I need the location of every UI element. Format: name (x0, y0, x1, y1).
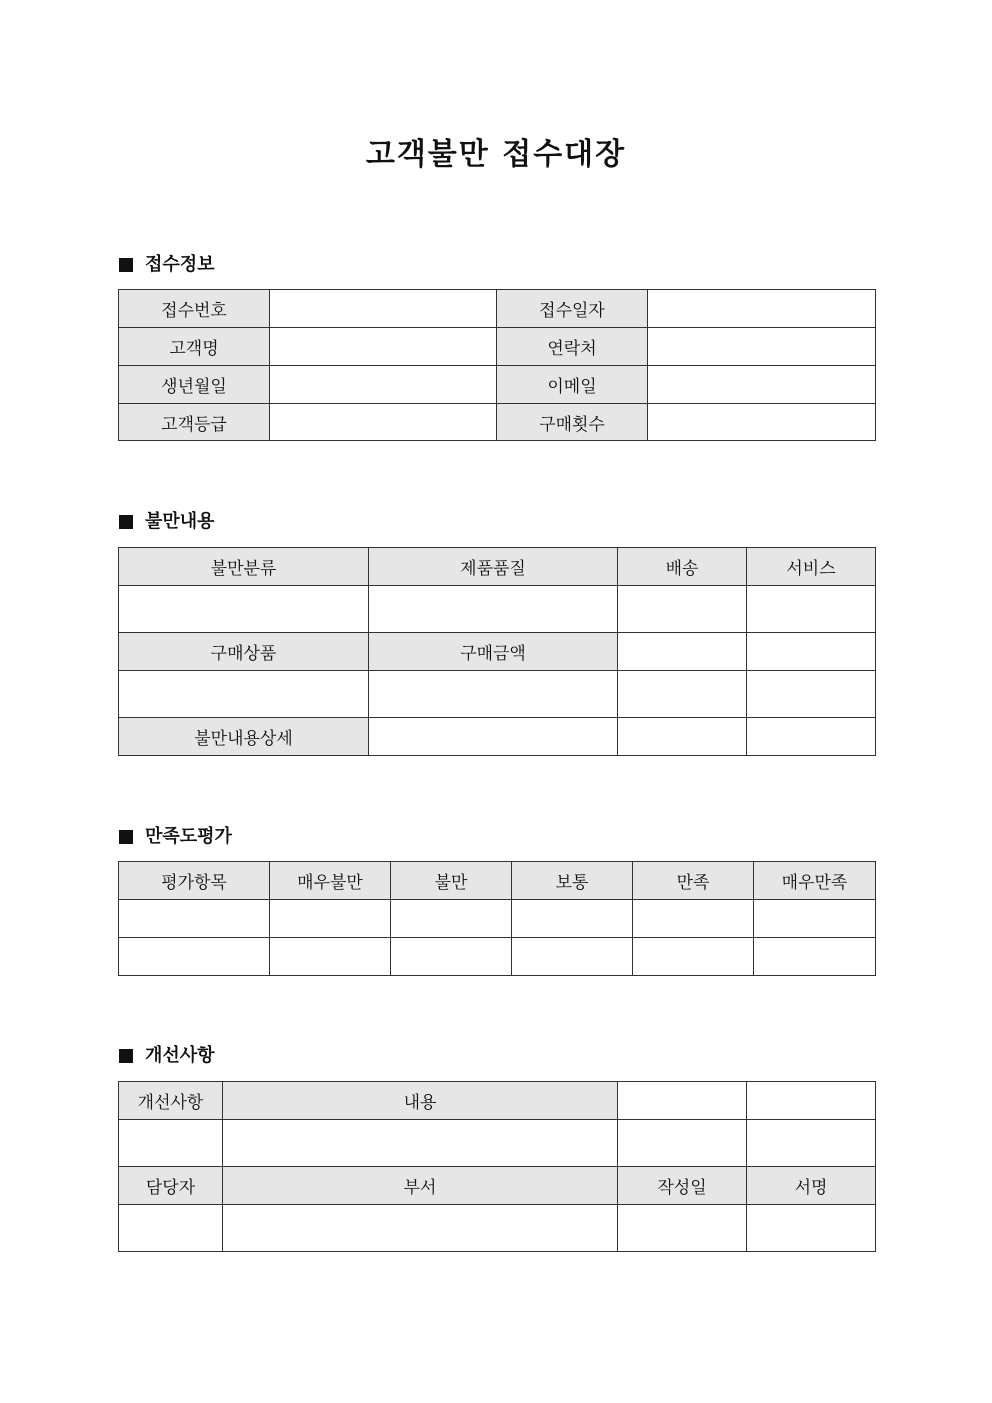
input-cell[interactable] (618, 633, 747, 671)
input-cell[interactable] (270, 938, 391, 976)
input-cell[interactable] (223, 1205, 618, 1252)
section-heading-label: 접수정보 (145, 254, 215, 275)
field-contact[interactable] (648, 328, 876, 366)
input-cell[interactable] (618, 1120, 747, 1167)
input-cell[interactable] (119, 586, 369, 633)
label-cell: 구매횟수 (497, 404, 648, 441)
label-cell: 연락처 (497, 328, 648, 366)
label-cell: 불만내용상세 (119, 718, 369, 756)
square-bullet-icon (119, 258, 133, 272)
input-cell[interactable] (754, 938, 876, 976)
input-cell[interactable] (618, 1205, 747, 1252)
section-heading-label: 개선사항 (145, 1045, 215, 1066)
input-cell[interactable] (747, 1082, 876, 1120)
input-cell[interactable] (512, 938, 633, 976)
header-cell: 서비스 (747, 548, 876, 586)
section-heading-label: 만족도평가 (145, 826, 232, 847)
input-cell[interactable] (119, 900, 270, 938)
header-cell: 담당자 (119, 1167, 223, 1205)
input-cell[interactable] (618, 671, 747, 718)
header-cell: 불만분류 (119, 548, 369, 586)
header-cell: 배송 (618, 548, 747, 586)
field-customer-grade[interactable] (270, 404, 497, 441)
input-cell[interactable] (747, 1205, 876, 1252)
section-heading-reception (119, 252, 215, 278)
header-cell: 서명 (747, 1167, 876, 1205)
square-bullet-icon (119, 830, 133, 844)
input-cell[interactable] (119, 938, 270, 976)
input-cell[interactable] (754, 900, 876, 938)
header-cell: 구매금액 (369, 633, 618, 671)
input-cell[interactable] (747, 1120, 876, 1167)
input-cell[interactable] (747, 671, 876, 718)
section-heading-label: 불만내용 (145, 511, 215, 532)
label-cell: 접수일자 (497, 290, 648, 328)
header-cell: 평가항목 (119, 862, 270, 900)
header-cell: 만족 (633, 862, 754, 900)
header-cell: 내용 (223, 1082, 618, 1120)
input-cell[interactable] (369, 586, 618, 633)
header-cell: 부서 (223, 1167, 618, 1205)
header-cell: 개선사항 (119, 1082, 223, 1120)
complaint-table (118, 547, 876, 756)
reception-table (118, 289, 876, 441)
header-cell: 매우불만 (270, 862, 391, 900)
input-cell[interactable] (618, 586, 747, 633)
input-cell[interactable] (747, 633, 876, 671)
label-cell: 접수번호 (119, 290, 270, 328)
label-cell: 고객등급 (119, 404, 270, 441)
input-cell[interactable] (618, 1082, 747, 1120)
header-cell: 제품품질 (369, 548, 618, 586)
input-cell[interactable] (391, 900, 512, 938)
input-cell[interactable] (270, 900, 391, 938)
input-cell[interactable] (747, 586, 876, 633)
header-cell: 보통 (512, 862, 633, 900)
label-cell: 이메일 (497, 366, 648, 404)
input-cell[interactable] (747, 718, 876, 756)
square-bullet-icon (119, 515, 133, 529)
input-cell[interactable] (119, 1120, 223, 1167)
header-cell: 불만 (391, 862, 512, 900)
field-customer-name[interactable] (270, 328, 497, 366)
input-cell[interactable] (369, 671, 618, 718)
header-cell: 매우만족 (754, 862, 876, 900)
header-cell: 작성일 (618, 1167, 747, 1205)
input-cell[interactable] (119, 1205, 223, 1252)
header-cell: 구매상품 (119, 633, 369, 671)
label-cell: 고객명 (119, 328, 270, 366)
improvement-table (118, 1081, 876, 1252)
satisfaction-table (118, 861, 876, 976)
input-cell[interactable] (633, 900, 754, 938)
label-cell: 생년월일 (119, 366, 270, 404)
input-cell[interactable] (223, 1120, 618, 1167)
input-cell[interactable] (618, 718, 747, 756)
square-bullet-icon (119, 1049, 133, 1063)
section-heading-improvement (119, 1043, 215, 1069)
field-purchase-count[interactable] (648, 404, 876, 441)
page-title: 고객불만 접수대장 (365, 137, 627, 172)
field-reception-number[interactable] (270, 290, 497, 328)
input-cell[interactable] (512, 900, 633, 938)
input-cell[interactable] (119, 671, 369, 718)
input-cell[interactable] (633, 938, 754, 976)
field-email[interactable] (648, 366, 876, 404)
field-birthdate[interactable] (270, 366, 497, 404)
field-reception-date[interactable] (648, 290, 876, 328)
section-heading-complaint (119, 509, 215, 535)
input-cell[interactable] (391, 938, 512, 976)
section-heading-satisfaction (119, 824, 232, 850)
input-cell[interactable] (369, 718, 618, 756)
